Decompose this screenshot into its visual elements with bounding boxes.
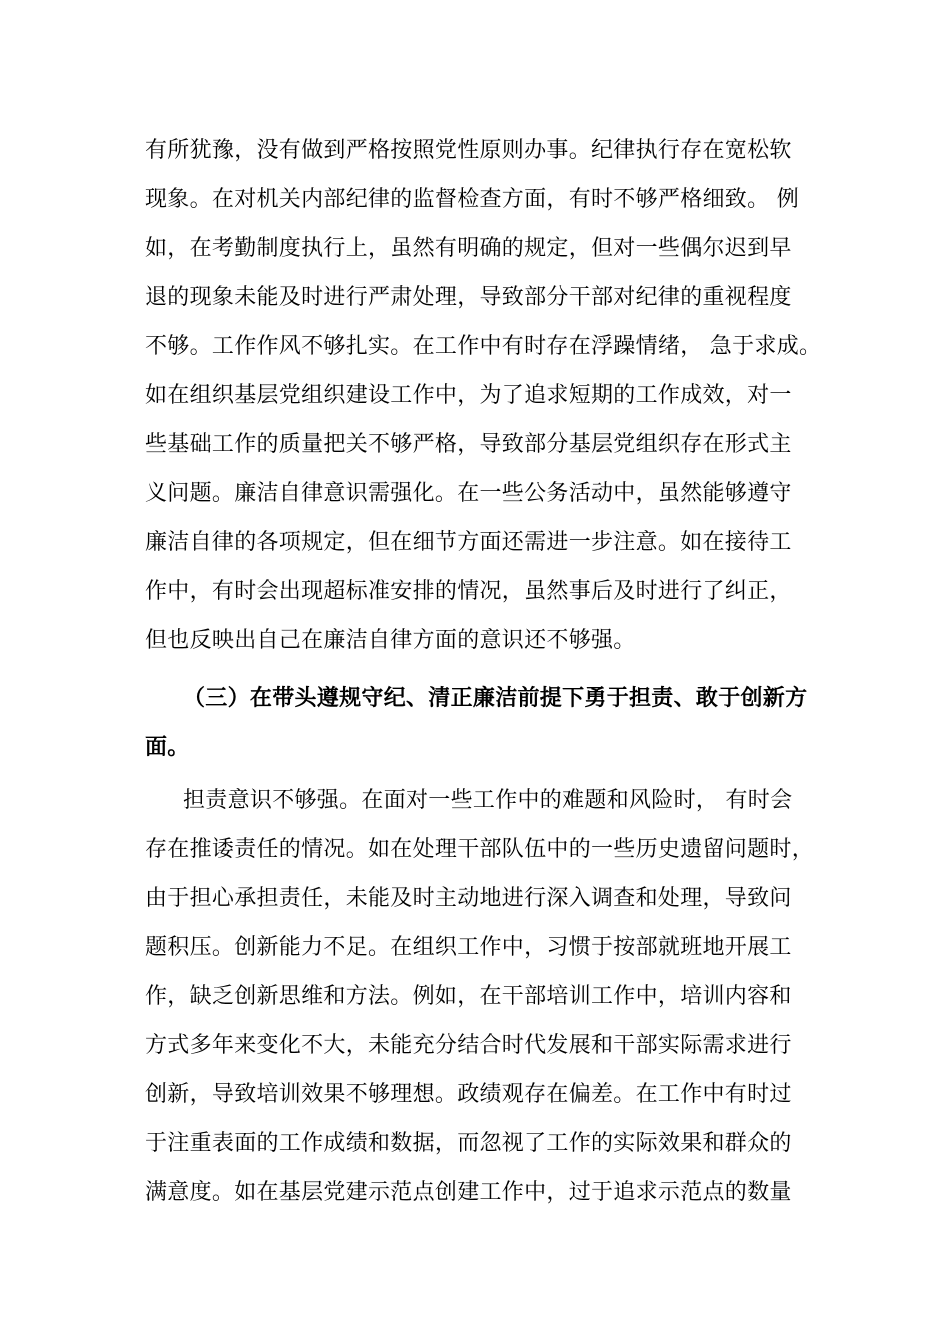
text-line: 现象。在对机关内部纪律的监督检查方面，有时不够严格细致。 例 — [145, 187, 799, 212]
text-line: 创新，导致培训效果不够理想。政绩观存在偏差。在工作中有时过 — [145, 1082, 792, 1107]
text-line: 题积压。创新能力不足。在组织工作中，习惯于按部就班地开展工 — [145, 935, 792, 960]
section-heading-continuation: 面。 — [145, 734, 190, 760]
text-line: 如在组织基层党组织建设工作中，为了追求短期的工作成效，对一 — [145, 383, 792, 408]
text-line: 廉洁自律的各项规定，但在细节方面还需进一步注意。如在接待工 — [145, 530, 792, 555]
text-line: 于注重表面的工作成绩和数据，而忽视了工作的实际效果和群众的 — [145, 1131, 792, 1156]
text-line: 由于担心承担责任，未能及时主动地进行深入调查和处理，导致问 — [145, 886, 792, 911]
text-line: 但也反映出自己在廉洁自律方面的意识还不够强。 — [145, 628, 636, 653]
text-line: 满意度。如在基层党建示范点创建工作中，过于追求示范点的数量 — [145, 1180, 792, 1205]
text-line: 方式多年来变化不大，未能充分结合时代发展和干部实际需求进行 — [145, 1033, 792, 1058]
text-line: 如，在考勤制度执行上，虽然有明确的规定，但对一些偶尔迟到早 — [145, 236, 792, 261]
text-line: 不够。工作作风不够扎实。在工作中有时存在浮躁情绪， 急于求成。 — [145, 334, 822, 359]
text-line: 存在推诿责任的情况。如在处理干部队伍中的一些历史遗留问题时， — [145, 837, 815, 862]
text-line: 有所犹豫，没有做到严格按照党性原则办事。纪律执行存在宽松软 — [145, 138, 792, 163]
text-line: 义问题。廉洁自律意识需强化。在一些公务活动中，虽然能够遵守 — [145, 481, 792, 506]
text-line: 退的现象未能及时进行严肃处理，导致部分干部对纪律的重视程度 — [145, 285, 792, 310]
section-heading: （三）在带头遵规守纪、清正廉洁前提下勇于担责、敢于创新方 — [183, 685, 808, 711]
text-line: 些基础工作的质量把关不够严格，导致部分基层党组织存在形式主 — [145, 432, 792, 457]
text-line: 作，缺乏创新思维和方法。例如，在干部培训工作中，培训内容和 — [145, 984, 792, 1009]
text-line: 担责意识不够强。在面对一些工作中的难题和风险时， 有时会 — [183, 788, 793, 813]
text-line: 作中，有时会出现超标准安排的情况，虽然事后及时进行了纠正， — [145, 579, 792, 604]
